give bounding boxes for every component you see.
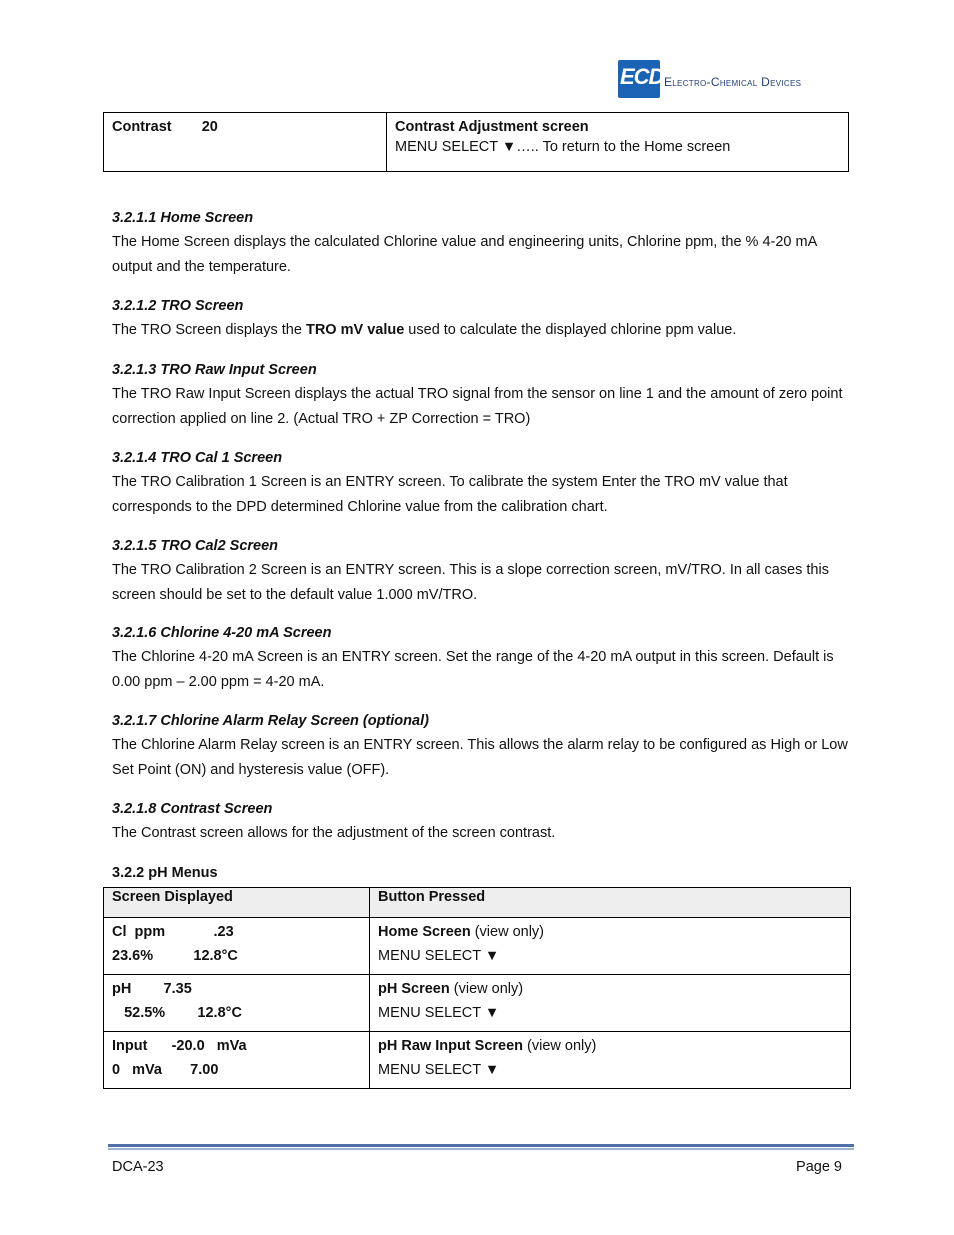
screen-title: pH Raw Input Screen — [378, 1038, 524, 1054]
button-pressed-cell — [370, 918, 851, 975]
contrast-table — [103, 112, 849, 172]
table-row — [104, 975, 851, 1032]
screen-display-cell — [104, 975, 370, 1032]
contrast-label: Contrast — [112, 119, 172, 135]
section-text-alarm-relay: The Chlorine Alarm Relay screen is an ENTRY screen. This allows the alarm relay to be configured as High or Low Set Point (ON) and hysteresis value (OFF). — [112, 737, 848, 778]
company-name: Electro-Chemical Devices — [664, 75, 802, 89]
ph-menus-title: 3.2.2 pH Menus — [112, 865, 218, 881]
footer-doc-id: DCA-23 — [112, 1159, 164, 1175]
contrast-row — [104, 113, 849, 172]
display-line-1: Input -20.0 mVa — [112, 1038, 247, 1054]
button-action: MENU SELECT ▼ — [378, 1005, 500, 1021]
button-pressed-cell — [370, 1032, 851, 1089]
display-line-2: 23.6% 12.8°C — [112, 948, 238, 964]
screen-title: Home Screen — [378, 924, 471, 940]
section-heading-alarm-relay: 3.2.1.7 Chlorine Alarm Relay Screen (optional) — [112, 713, 429, 729]
section-text-tro-cal-1: The TRO Calibration 1 Screen is an ENTRY screen. To calibrate the system Enter the TRO mV value that corresponds to the DPD determined Chlorine value from the calibration chart. — [112, 474, 788, 515]
footer-divider — [108, 1144, 854, 1147]
table-header-row — [104, 888, 851, 918]
section-heading-contrast: 3.2.1.8 Contrast Screen — [112, 801, 273, 817]
section-text-tro-raw-input: The TRO Raw Input Screen displays the actual TRO signal from the sensor on line 1 and the amount of zero point correction applied on line 2. (Actual TRO + ZP Correction = TRO) — [112, 386, 843, 427]
tro-text-pre: The TRO Screen displays the — [112, 322, 306, 338]
ph-menus-table — [103, 887, 851, 1089]
footer-divider-light — [108, 1148, 854, 1150]
table-row — [104, 1032, 851, 1089]
screen-display-cell — [104, 918, 370, 975]
section-heading-tro-screen: 3.2.1.2 TRO Screen — [112, 298, 244, 314]
footer-page-number: Page 9 — [796, 1159, 842, 1175]
tro-text-post: used to calculate the displayed chlorine ppm value. — [404, 322, 737, 338]
button-action: MENU SELECT ▼ — [378, 948, 500, 964]
screen-display-cell — [104, 1032, 370, 1089]
section-heading-tro-cal-1: 3.2.1.4 TRO Cal 1 Screen — [112, 450, 283, 466]
contrast-adjustment-title: Contrast Adjustment screen — [395, 119, 589, 135]
contrast-display-cell — [104, 113, 387, 172]
section-text-home-screen: The Home Screen displays the calculated Chlorine value and engineering units, Chlorine ppm, the % 4-20 mA output and the temperature. — [112, 234, 817, 275]
screen-note: (view only) — [470, 924, 545, 940]
section-heading-tro-raw-input: 3.2.1.3 TRO Raw Input Screen — [112, 362, 317, 378]
display-line-2: 0 mVa 7.00 — [112, 1062, 219, 1078]
contrast-value: 20 — [201, 119, 218, 135]
screen-note: (view only) — [449, 981, 524, 997]
screen-title: pH Screen — [378, 981, 450, 997]
display-line-1: pH 7.35 — [112, 981, 192, 997]
section-heading-tro-cal-2: 3.2.1.5 TRO Cal2 Screen — [112, 538, 279, 554]
ecd-logo-mark — [618, 60, 664, 98]
section-heading-chlorine-4-20: 3.2.1.6 Chlorine 4-20 mA Screen — [112, 625, 332, 641]
button-pressed-cell — [370, 975, 851, 1032]
table-row — [104, 918, 851, 975]
section-heading-home-screen: 3.2.1.1 Home Screen — [112, 210, 254, 226]
section-text-tro-cal-2: The TRO Calibration 2 Screen is an ENTRY screen. This is a slope correction screen, mV/TRO. In all cases this screen should be set to the default value 1.000 mV/TRO. — [112, 562, 829, 603]
display-line-1: Cl ppm .23 — [112, 924, 234, 940]
col-header-screen-displayed: Screen Displayed — [104, 888, 370, 918]
col-header-button-pressed: Button Pressed — [370, 888, 851, 918]
section-text-tro-screen — [112, 318, 852, 343]
contrast-adjustment-text: MENU SELECT ▼….. To return to the Home screen — [395, 139, 731, 155]
contrast-description-cell — [387, 113, 849, 172]
section-text-contrast: The Contrast screen allows for the adjustment of the screen contrast. — [112, 825, 556, 841]
company-logo — [618, 60, 838, 100]
section-text-chlorine-4-20: The Chlorine 4-20 mA Screen is an ENTRY screen. Set the range of the 4-20 mA output in this screen. Default is 0.00 ppm – 2.00 ppm = 4-20 mA. — [112, 649, 834, 690]
button-action: MENU SELECT ▼ — [378, 1062, 500, 1078]
tro-text-bold: TRO mV value — [305, 322, 405, 338]
logo-letters: ECD — [620, 64, 664, 89]
display-line-2: 52.5% 12.8°C — [112, 1005, 242, 1021]
screen-note: (view only) — [523, 1038, 597, 1054]
